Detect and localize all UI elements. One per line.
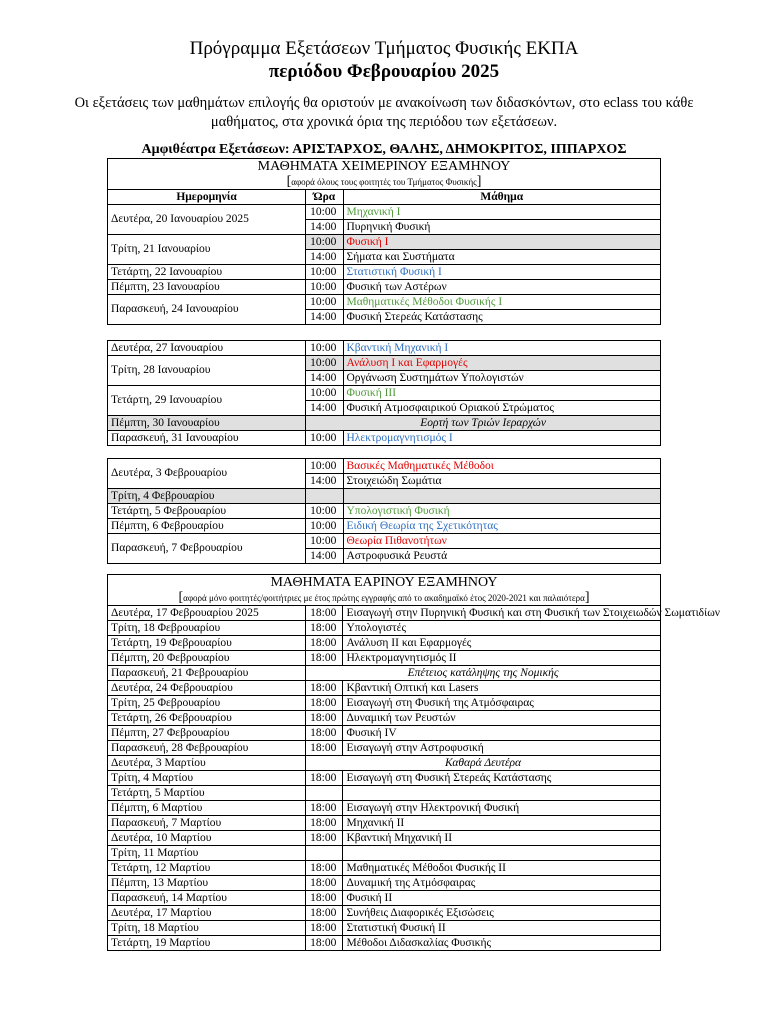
table-row (108, 606, 661, 621)
exam-course: Κβαντική Οπτική και Lasers (343, 681, 661, 696)
table-row (108, 416, 661, 431)
exam-course: Συνήθεις Διαφορικές Εξισώσεις (343, 906, 661, 921)
exam-date: Πέμπτη, 23 Ιανουαρίου (108, 280, 306, 295)
exam-time (306, 846, 343, 861)
exam-course: Φυσική ΙΙΙ (343, 386, 661, 401)
intro-paragraph: Οι εξετάσεις των μαθημάτων επιλογής θα οριστούν με ανακοίνωση των διδασκόντων, στο eclass του κάθε μαθήματος, στα χρονικά όρια της περιόδου των εξετάσεων. (74, 95, 694, 130)
exam-course: Υπολογιστική Φυσική (343, 504, 661, 519)
exam-date: Τρίτη, 4 Φεβρουαρίου (108, 489, 306, 504)
exam-date: Δευτέρα, 27 Ιανουαρίου (108, 341, 306, 356)
exam-time: 18:00 (306, 621, 343, 636)
exam-course: Εισαγωγή στην Αστροφυσική (343, 741, 661, 756)
exam-time (306, 786, 343, 801)
exam-date: Τετάρτη, 5 Φεβρουαρίου (108, 504, 306, 519)
exam-time: 18:00 (306, 726, 343, 741)
exam-time: 14:00 (306, 474, 343, 489)
exam-course: Κβαντική Μηχανική Ι (343, 341, 661, 356)
table-row (108, 431, 661, 446)
exam-time: 18:00 (306, 831, 343, 846)
col-header-date: Ημερομηνία (108, 190, 306, 205)
exam-course: Μαθηματικές Μέθοδοι Φυσικής ΙΙ (343, 861, 661, 876)
exam-date: Τετάρτη, 12 Μαρτίου (108, 861, 306, 876)
exam-course: Πυρηνική Φυσική (343, 220, 661, 235)
exam-time: 10:00 (306, 295, 343, 310)
exam-time: 10:00 (306, 504, 343, 519)
exam-time: 14:00 (306, 549, 343, 564)
holiday-note: Εορτή των Τριών Ιεραρχών (306, 416, 661, 431)
exam-time: 14:00 (306, 250, 343, 265)
table-row (108, 651, 661, 666)
exam-date: Τετάρτη, 5 Μαρτίου (108, 786, 306, 801)
table-row (108, 489, 661, 504)
holiday-note: Καθαρά Δευτέρα (306, 756, 661, 771)
spring-table (107, 574, 720, 951)
page-subtitle: περιόδου Φεβρουαρίου 2025 (268, 61, 500, 82)
table-row (108, 891, 661, 906)
exam-course: Μηχανική Ι (343, 205, 661, 220)
exam-date: Παρασκευή, 14 Μαρτίου (108, 891, 306, 906)
exam-date: Δευτέρα, 20 Ιανουαρίου 2025 (108, 205, 306, 235)
table-row (108, 906, 661, 921)
exam-time: 18:00 (306, 861, 343, 876)
exam-time: 18:00 (306, 681, 343, 696)
table-row (108, 876, 661, 891)
exam-course: Ανάλυση Ι και Εφαρμογές (343, 356, 661, 371)
exam-course: Εισαγωγή στην Ηλεκτρονική Φυσική (343, 801, 661, 816)
exam-course: Μέθοδοι Διδασκαλίας Φυσικής (343, 936, 661, 951)
exam-course: Εισαγωγή στην Πυρηνική Φυσική και στη Φυσική των Στοιχειωδών Σωματιδίων (343, 606, 661, 621)
amphitheaters-line: Αμφιθέατρα Εξετάσεων: ΑΡΙΣΤΑΡΧΟΣ, ΘΑΛΗΣ, ΔΗΜΟΚΡΙΤΟΣ, ΙΠΠΑΡΧΟΣ (141, 142, 627, 157)
table-row (108, 666, 661, 681)
exam-date: Δευτέρα, 3 Μαρτίου (108, 756, 306, 771)
exam-date: Πέμπτη, 6 Μαρτίου (108, 801, 306, 816)
exam-date: Πέμπτη, 30 Ιανουαρίου (108, 416, 306, 431)
exam-time: 18:00 (306, 696, 343, 711)
exam-course: Ηλεκτρομαγνητισμός ΙΙ (343, 651, 661, 666)
exam-date: Τρίτη, 4 Μαρτίου (108, 771, 306, 786)
table-row (108, 621, 661, 636)
exam-course: Στατιστική Φυσική ΙΙ (343, 921, 661, 936)
exam-time: 18:00 (306, 801, 343, 816)
exam-time: 14:00 (306, 371, 343, 386)
exam-time: 10:00 (306, 534, 343, 549)
exam-course: Εισαγωγή στη Φυσική της Ατμόσφαιρας (343, 696, 661, 711)
table-row (108, 341, 661, 356)
page-title: Πρόγραμμα Εξετάσεων Τμήματος Φυσικής ΕΚΠΑ (189, 38, 579, 59)
winter-table (107, 158, 661, 325)
exam-course (343, 786, 661, 801)
exam-date: Παρασκευή, 7 Φεβρουαρίου (108, 534, 306, 564)
exam-time: 18:00 (306, 741, 343, 756)
exam-date: Παρασκευή, 31 Ιανουαρίου (108, 431, 306, 446)
table-row (108, 756, 661, 771)
holiday-note: Επέτειος κατάληψης της Νομικής (306, 666, 661, 681)
table-row (108, 801, 661, 816)
exam-course: Φυσική Στερεάς Κατάστασης (343, 310, 661, 325)
exam-date: Δευτέρα, 24 Φεβρουαρίου (108, 681, 306, 696)
exam-course: Αστροφυσικά Ρευστά (343, 549, 661, 564)
table-row (108, 504, 661, 519)
winter-table-block-3 (107, 458, 661, 564)
exam-time: 18:00 (306, 906, 343, 921)
exam-time: 18:00 (306, 711, 343, 726)
table-row (108, 280, 661, 295)
exam-course: Φυσική ΙΙ (343, 891, 661, 906)
table-row (108, 771, 661, 786)
exam-date: Τρίτη, 21 Ιανουαρίου (108, 235, 306, 265)
table-row (108, 534, 661, 549)
exam-date: Παρασκευή, 28 Φεβρουαρίου (108, 741, 306, 756)
exam-course: Σήματα και Συστήματα (343, 250, 661, 265)
exam-date: Πέμπτη, 13 Μαρτίου (108, 876, 306, 891)
exam-date: Τετάρτη, 19 Φεβρουαρίου (108, 636, 306, 651)
winter-table-block-2 (107, 340, 661, 446)
exam-date: Τρίτη, 11 Μαρτίου (108, 846, 306, 861)
exam-date: Δευτέρα, 17 Φεβρουαρίου 2025 (108, 606, 306, 621)
exam-time: 18:00 (306, 636, 343, 651)
exam-course: Θεωρία Πιθανοτήτων (343, 534, 661, 549)
exam-time: 18:00 (306, 936, 343, 951)
exam-date: Τετάρτη, 29 Ιανουαρίου (108, 386, 306, 416)
exam-time: 18:00 (306, 921, 343, 936)
exam-time (306, 489, 343, 504)
exam-date: Τετάρτη, 22 Ιανουαρίου (108, 265, 306, 280)
col-header-course: Μάθημα (343, 190, 661, 205)
exam-date: Δευτέρα, 10 Μαρτίου (108, 831, 306, 846)
exam-course: Υπολογιστές (343, 621, 661, 636)
exam-course: Φυσική Ι (343, 235, 661, 250)
exam-time: 18:00 (306, 771, 343, 786)
table-row (108, 786, 661, 801)
exam-course: Κβαντική Μηχανική ΙΙ (343, 831, 661, 846)
table-row (108, 205, 661, 220)
exam-date: Τετάρτη, 26 Φεβρουαρίου (108, 711, 306, 726)
table-row (108, 831, 661, 846)
exam-time: 18:00 (306, 891, 343, 906)
exam-time: 14:00 (306, 220, 343, 235)
exam-course (343, 489, 661, 504)
exam-time: 18:00 (306, 606, 343, 621)
exam-date: Πέμπτη, 27 Φεβρουαρίου (108, 726, 306, 741)
exam-course: Ηλεκτρομαγνητισμός Ι (343, 431, 661, 446)
exam-date: Τρίτη, 18 Φεβρουαρίου (108, 621, 306, 636)
exam-time: 18:00 (306, 816, 343, 831)
exam-date: Παρασκευή, 24 Ιανουαρίου (108, 295, 306, 325)
exam-date: Δευτέρα, 3 Φεβρουαρίου (108, 459, 306, 489)
table-row (108, 816, 661, 831)
table-row (108, 726, 661, 741)
exam-time: 18:00 (306, 651, 343, 666)
exam-course: Δυναμική της Ατμόσφαιρας (343, 876, 661, 891)
exam-date: Παρασκευή, 21 Φεβρουαρίου (108, 666, 306, 681)
table-row (108, 936, 661, 951)
exam-time: 14:00 (306, 401, 343, 416)
table-row (108, 386, 661, 401)
exam-course: Στατιστική Φυσική Ι (343, 265, 661, 280)
col-header-time: Ώρα (306, 190, 343, 205)
exam-time: 10:00 (306, 265, 343, 280)
spring-note: [αφορά μόνο φοιτητές/φοιτήτριες με έτος πρώτης εγγραφής από το ακαδημαϊκό έτος 2020-2021 και παλαιότερα] (108, 591, 661, 606)
table-row (108, 235, 661, 250)
exam-date: Παρασκευή, 7 Μαρτίου (108, 816, 306, 831)
exam-time: 10:00 (306, 356, 343, 371)
table-row (108, 459, 661, 474)
exam-date: Τρίτη, 28 Ιανουαρίου (108, 356, 306, 386)
table-row (108, 921, 661, 936)
exam-date: Τρίτη, 18 Μαρτίου (108, 921, 306, 936)
table-row (108, 519, 661, 534)
exam-course: Εισαγωγή στη Φυσική Στερεάς Κατάστασης (343, 771, 661, 786)
table-row (108, 356, 661, 371)
table-row (108, 696, 661, 711)
exam-course: Οργάνωση Συστημάτων Υπολογιστών (343, 371, 661, 386)
exam-time: 18:00 (306, 876, 343, 891)
exam-course: Ανάλυση ΙΙ και Εφαρμογές (343, 636, 661, 651)
exam-date: Τετάρτη, 19 Μαρτίου (108, 936, 306, 951)
table-row (108, 295, 661, 310)
exam-course: Βασικές Μαθηματικές Μέθοδοι (343, 459, 661, 474)
exam-time: 10:00 (306, 386, 343, 401)
table-row (108, 681, 661, 696)
exam-date: Πέμπτη, 6 Φεβρουαρίου (108, 519, 306, 534)
exam-course: Στοιχειώδη Σωμάτια (343, 474, 661, 489)
exam-course: Φυσική Ατμοσφαιρικού Οριακού Στρώματος (343, 401, 661, 416)
table-row (108, 636, 661, 651)
exam-date: Τρίτη, 25 Φεβρουαρίου (108, 696, 306, 711)
exam-time: 14:00 (306, 310, 343, 325)
exam-time: 10:00 (306, 519, 343, 534)
exam-date: Πέμπτη, 20 Φεβρουαρίου (108, 651, 306, 666)
exam-time: 10:00 (306, 341, 343, 356)
table-row (108, 711, 661, 726)
table-row (108, 846, 661, 861)
table-row (108, 265, 661, 280)
exam-time: 10:00 (306, 205, 343, 220)
exam-time: 10:00 (306, 459, 343, 474)
exam-course: Μαθηματικές Μέθοδοι Φυσικής Ι (343, 295, 661, 310)
exam-course (343, 846, 661, 861)
exam-time: 10:00 (306, 235, 343, 250)
exam-course: Ειδική Θεωρία της Σχετικότητας (343, 519, 661, 534)
table-row (108, 861, 661, 876)
exam-course: Φυσική ΙV (343, 726, 661, 741)
winter-title: ΜΑΘΗΜΑΤΑ ΧΕΙΜΕΡΙΝΟΥ ΕΞΑΜΗΝΟΥ (108, 159, 661, 176)
spring-title: ΜΑΘΗΜΑΤΑ ΕΑΡΙΝΟΥ ΕΞΑΜΗΝΟΥ (108, 575, 661, 592)
exam-course: Δυναμική των Ρευστών (343, 711, 661, 726)
exam-time: 10:00 (306, 280, 343, 295)
table-row (108, 741, 661, 756)
exam-course: Μηχανική ΙΙ (343, 816, 661, 831)
winter-note: [αφορά όλους τους φοιτητές του Τμήματος Φυσικής] (108, 175, 661, 190)
exam-course: Φυσική των Αστέρων (343, 280, 661, 295)
exam-time: 10:00 (306, 431, 343, 446)
exam-date: Δευτέρα, 17 Μαρτίου (108, 906, 306, 921)
